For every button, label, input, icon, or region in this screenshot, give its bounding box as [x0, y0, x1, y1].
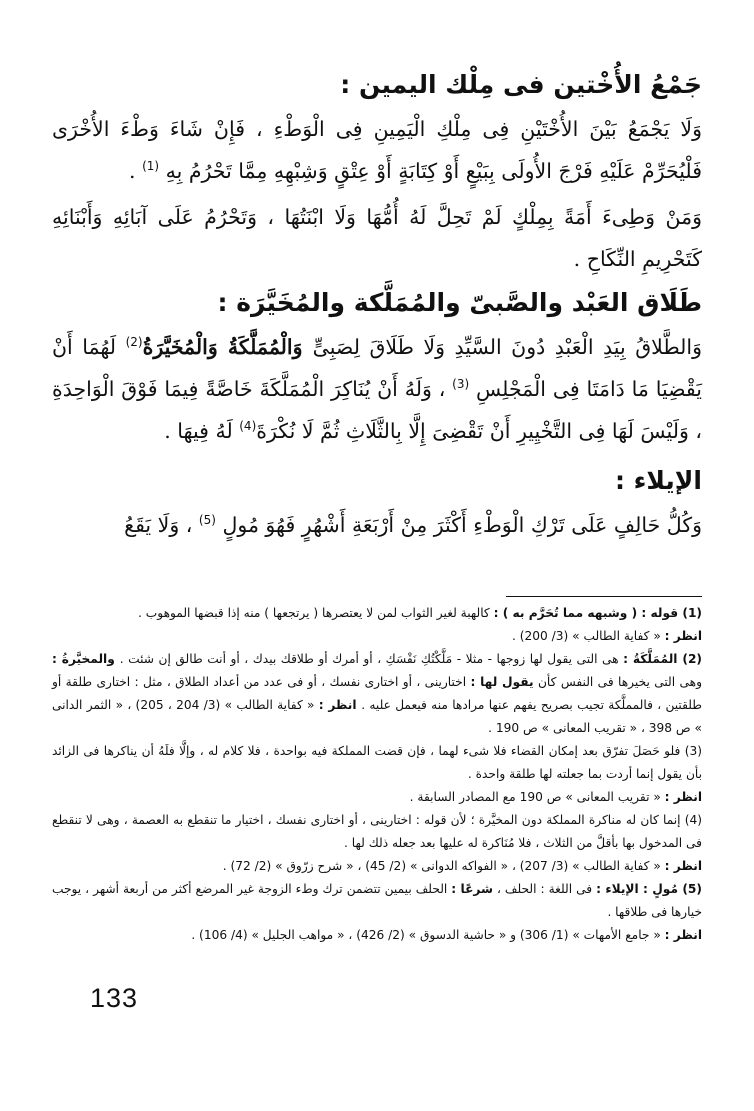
footnote-divider — [506, 596, 702, 597]
page-number: 133 — [90, 983, 139, 1013]
footnote-2 — [52, 648, 702, 740]
source-text: « كفاية الطالب » (3/ 204 ، 205) ، « الثمر الدانى » ص 398 ، « تقريب المعانى » ص 190 . — [52, 698, 702, 735]
footnote-3-source — [52, 786, 702, 809]
footnote-5-source — [52, 924, 702, 947]
footnote-text: (4) إنما كان له مناكرة المملكة دون المخيَّرة ؛ لأن قوله : اختارينى ، أو اختارى نفسك ، اختيار ما تنقطع به العصمة ، وهى لا تنقطع فى المدخول بها بأقلَّ من الثلاث ، فلا مُنَاكرة له عليها بعد جعله ذلك لها . — [52, 813, 702, 850]
footnote-text: كالهبة لغير الثواب لمن لا يعتصرها ( يرتجعها ) منه إذا قبضها الموهوب . — [138, 606, 494, 620]
section-heading-two-sisters: جَمْعُ الأُخْتين فى مِلْك اليمين : — [340, 70, 702, 99]
footnote-term: شرعًا : — [451, 882, 493, 896]
paragraph-text: وَلَا يَجْمَعُ بَيْنَ الأُخْتَيْنِ فِى مِلْكِ الْيَمِينِ فِى الْوَطْءِ ، فَإِنْ شَاءَ وَطْءَ الأُخْرَى فَلْيُحَرِّمْ عَلَيْهِ فَرْجَ الأُولَى بِبَيْعٍ أَوْ كِتَابَةٍ أَوْ عِتْقٍ وَشِبْهِهِ مِمَّا تَحْرُمُ بِهِ — [52, 117, 702, 183]
footnote-term: (5) مُولٍ : الإيلاء : — [596, 882, 702, 896]
footnote-term: يقول لها : — [470, 675, 534, 689]
footnote-text: هى التى يقول لها زوجها - مثلا - مَلَّكْتُكِ نَفْسَكِ ، أو أمرك أو طلاقك بيدك ، أو أنت طالق إن شئت . — [119, 652, 624, 666]
section-heading-divorce: طَلَاق العَبْد والصَّبىّ والمُمَلَّكة والمُخَيَّرَة : — [217, 288, 702, 317]
footnote-ref-5[interactable]: (5) — [198, 513, 216, 528]
footnote-term: (2) المُمَلَّكَةُ : — [623, 652, 702, 666]
main-text — [52, 62, 702, 546]
paragraph-emphasis: وَالْمُمَلَّكَةُ وَالْمُخَيَّرَةُ — [142, 335, 313, 359]
paragraph-two-sisters — [52, 108, 702, 192]
footnote-text: فى اللغة : الحلف ، — [493, 882, 597, 896]
footnote-5 — [52, 878, 702, 924]
paragraph-ila — [52, 504, 702, 546]
paragraph-text: وَالطَّلاقُ بِيَدِ الْعَبْدِ دُونَ السَّيِّدِ وَلَا طَلَاقَ لِصَبِىٍّ — [312, 335, 702, 359]
footnote-text: وهى التى يخيرها فى النفس كأن — [533, 675, 702, 689]
paragraph-end: . — [129, 159, 143, 183]
footnote-term: والمخيَّرةُ : — [52, 652, 120, 666]
section-heading-ila: الإيلاء : — [614, 466, 702, 495]
footnote-text: اختارينى ، أو اختارى نفسك ، أو فى عدد من أعداد الطلاق ، مثل : اختارى طلقة أو طلقتين ، فالمملَّكة تجيب بصريح يفهم عنها مرادها منه فيعمل عليه . — [52, 675, 702, 712]
source-text: « كفاية الطالب » (3/ 200) . — [512, 629, 665, 643]
footnote-1-source — [52, 625, 702, 648]
source-label: انظر : — [664, 928, 702, 942]
footnotes — [52, 602, 702, 947]
footnote-4 — [52, 809, 702, 855]
paragraph-text: لَهُ فِيهَا . — [164, 419, 240, 443]
footnote-ref-1[interactable]: (1) — [142, 159, 160, 174]
paragraph-text: لَهُمَا أَنْ يَقْضِيَا مَا دَامَتَا فِى الْمَجْلِسِ — [52, 335, 702, 401]
footnote-term: (1) قوله : ( وشبهه مما تُحَرَّم به ) : — [493, 606, 702, 620]
footnote-ref-3[interactable]: (3) — [452, 377, 470, 392]
footnote-ref-2[interactable]: (2) — [125, 335, 143, 350]
paragraph-divorce — [52, 326, 702, 452]
footnote-ref-4[interactable]: (4) — [239, 419, 257, 434]
footnote-3 — [52, 740, 702, 786]
paragraph-end: ، وَلَا يَقَعُ — [124, 513, 199, 537]
paragraph-bondwoman: وَمَنْ وَطِىءَ أَمَةً بِمِلْكٍ لَمْ تَحِلَّ لَهُ أُمُّهَا وَلَا ابْنَتُهَا ، وَتَحْرُمُ عَلَى آبَائِهِ وَأَبْنَائِهِ كَتَحْرِيمِ النِّكَاحِ . — [52, 205, 702, 271]
footnote-1 — [52, 602, 702, 625]
paragraph-text: وَكُلُّ حَالِفٍ عَلَى تَرْكِ الْوَطْءِ أَكْثَرَ مِنْ أَرْبَعَةِ أَشْهُرٍ فَهُوَ مُولٍ — [222, 513, 702, 537]
source-label: انظر : — [664, 859, 702, 873]
source-text: « كفاية الطالب » (3/ 207) ، « الفواكه الدوانى » (2/ 45) ، « شرح زرّوق » (2/ 72) . — [222, 859, 665, 873]
source-text: « تقريب المعانى » ص 190 مع المصادر السابقة . — [409, 790, 665, 804]
source-label: انظر : — [664, 790, 702, 804]
paragraph-text: ، وَلَهُ أَنْ يُنَاكِرَ الْمُمَلَّكَةَ خَاصَّةً فِيمَا فَوْقَ الْوَاحِدَةِ ، وَلَيْسَ لَهَا فِى التَّخْيِيرِ أَنْ تَقْضِىَ إِلَّا بِالثَّلَاثِ ثُمَّ لَا نُكْرَةَ — [52, 377, 702, 443]
footnote-text: (3) فلو حَصَلَ تفرّق بعد إمكان القضاء فلا شىء لهما ، فإن قضت المملكة فيه بواحدة ، فلا كلام له ، وإلَّا فلَهُ أن يناكرها فى الزائد بأن يقول إنما أردت بما جعلته لها طلقة واحدة . — [52, 744, 702, 781]
source-text: « جامع الأمهات » (1/ 306) و « حاشية الدسوق » (2/ 426) ، « مواهب الجليل » (4/ 106) . — [191, 928, 665, 942]
source-label: انظر : — [664, 629, 702, 643]
footnote-4-source — [52, 855, 702, 878]
footnote-text: الحلف بيمين تتضمن ترك وطء الزوجة غير المرضع أكثر من أربعة أشهر ، يوجب خيارها فى طلاقها . — [52, 882, 702, 919]
source-label: انظر : — [318, 698, 362, 712]
